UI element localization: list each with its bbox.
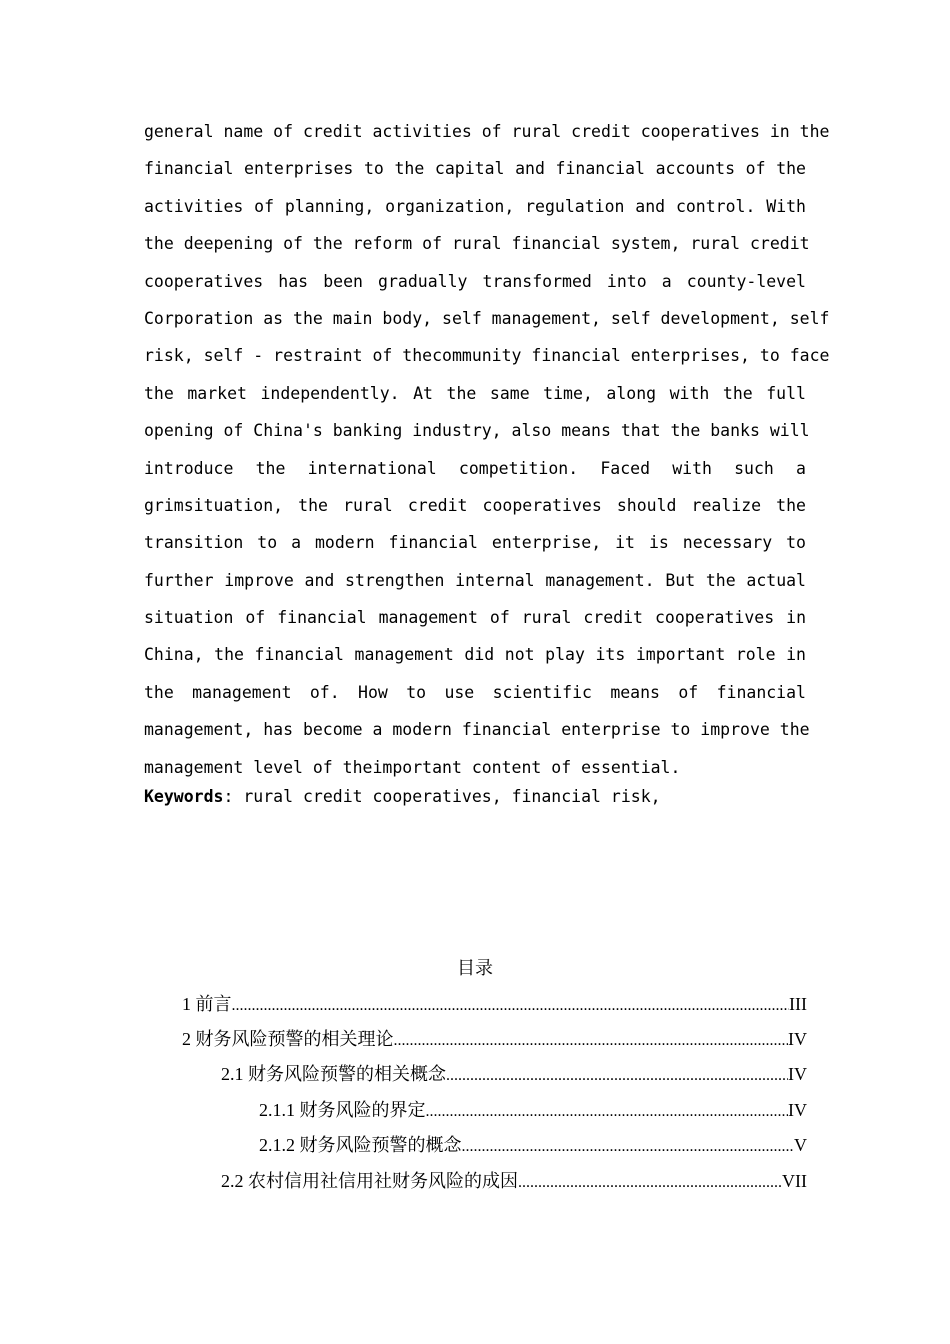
abstract-line: management level of theimportant content of essential.: [144, 757, 681, 777]
abstract-line: the deepening of the reform of rural financial system, rural credit: [144, 234, 810, 254]
abstract-line: general name of credit activities of rural credit cooperatives in the: [144, 122, 830, 141]
toc-dot-leader: [426, 1098, 789, 1124]
abstract-paragraph: [144, 113, 830, 786]
abstract-line: introduce the international competition. Faced with such a: [144, 458, 806, 478]
abstract-line: China, the financial management did not play its important role in: [144, 645, 806, 665]
keywords-label: Keywords: [144, 787, 224, 806]
toc-entry-page: IV: [788, 1064, 807, 1084]
toc-entry[interactable]: [259, 1131, 807, 1159]
toc-entry-label: 1 前言: [182, 994, 232, 1014]
abstract-line: opening of China's banking industry, also means that the banks will: [144, 421, 810, 441]
abstract-line: financial enterprises to the capital and financial accounts of the: [144, 159, 806, 179]
toc-dot-leader: [462, 1133, 795, 1159]
toc-entry-label: 2.1 财务风险预警的相关概念: [221, 1064, 446, 1084]
toc-entry-page: III: [789, 994, 807, 1014]
toc-entry-label: 2.1.2 财务风险预警的概念: [259, 1135, 462, 1155]
toc-entry-page: IV: [788, 1100, 807, 1120]
abstract-line: the market independently. At the same time, along with the full: [144, 383, 806, 403]
toc-dot-leader: [394, 1027, 789, 1053]
toc-entry-label: 2 财务风险预警的相关理论: [182, 1029, 394, 1049]
keywords-text: : rural credit cooperatives, financial risk,: [223, 787, 661, 806]
keywords-line: [144, 784, 661, 810]
abstract-line: activities of planning, organization, regulation and control. With: [144, 196, 806, 216]
toc-entry-page: V: [794, 1135, 807, 1155]
toc-dot-leader: [518, 1169, 782, 1195]
toc-entry[interactable]: [259, 1096, 807, 1124]
toc-entry-label: 2.2 农村信用社信用社财务风险的成因: [221, 1171, 518, 1191]
abstract-line: further improve and strengthen internal management. But the actual: [144, 570, 806, 590]
toc-dot-leader: [446, 1062, 788, 1088]
abstract-line: situation of financial management of rural credit cooperatives in: [144, 608, 806, 628]
toc-dot-leader: [232, 992, 790, 1018]
toc-title: 目录: [457, 958, 493, 979]
toc-entry[interactable]: [182, 1025, 807, 1053]
abstract-line: management, has become a modern financial enterprise to improve the: [144, 720, 810, 740]
abstract-line: transition to a modern financial enterprise, it is necessary to: [144, 533, 806, 553]
toc-entry-label: 2.1.1 财务风险的界定: [259, 1100, 426, 1120]
toc-entry-page: IV: [788, 1029, 807, 1049]
toc-entry-page: VII: [782, 1171, 807, 1191]
abstract-line: grimsituation, the rural credit cooperatives should realize the: [144, 495, 806, 515]
abstract-line: cooperatives has been gradually transformed into a county-level: [144, 271, 806, 291]
abstract-line: the management of. How to use scientific means of financial: [144, 682, 806, 702]
toc-entry[interactable]: [182, 990, 807, 1018]
toc-entry[interactable]: [221, 1167, 807, 1195]
abstract-line: Corporation as the main body, self management, self development, self: [144, 308, 830, 328]
abstract-line: risk, self - restraint of thecommunity financial enterprises, to face: [144, 346, 830, 366]
toc-entry[interactable]: [221, 1060, 807, 1088]
